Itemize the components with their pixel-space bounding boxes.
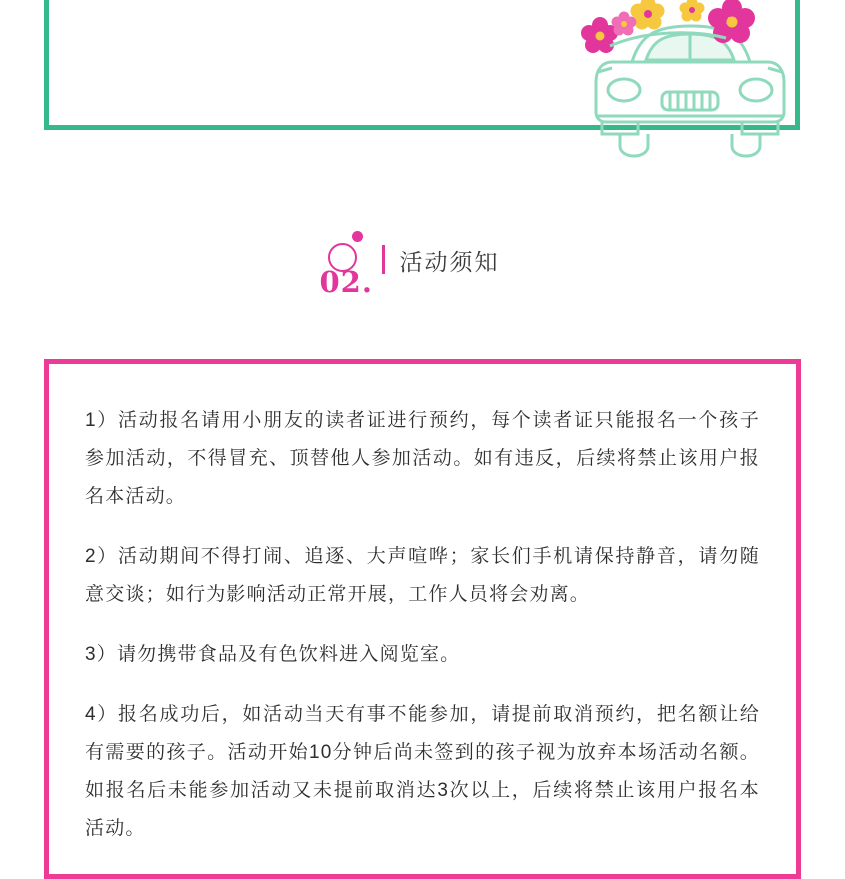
notice-paragraph-4: 4）报名成功后，如活动当天有事不能参加，请提前取消预约，把名额让给有需要的孩子。活动开始10分钟后尚未签到的孩子视为放弃本场活动名额。如报名后未能参加活动又未提前取消达3次以上，后续将禁止该用户报名本活动。	[85, 704, 760, 839]
wedding-car-illustration	[576, 0, 806, 175]
notice-box	[44, 359, 801, 879]
notice-paragraph-3: 3）请勿携带食品及有色饮料进入阅览室。	[85, 644, 461, 665]
section-number: 02.	[319, 265, 373, 299]
notice-paragraph-1: 1）活动报名请用小朋友的读者证进行预约，每个读者证只能报名一个孩子参加活动，不得冒充、顶替他人参加活动。如有违反，后续将禁止该用户报名本活动。	[85, 410, 760, 507]
section-title: 活动须知	[399, 249, 500, 275]
dot-icon	[352, 231, 363, 242]
notice-paragraph-2: 2）活动期间不得打闹、追逐、大声喧哗；家长们手机请保持静音，请勿随意交谈；如行为影响活动正常开展，工作人员将会劝离。	[85, 546, 760, 605]
divider	[382, 245, 385, 274]
top-banner	[44, 0, 800, 130]
section-heading	[0, 225, 845, 315]
